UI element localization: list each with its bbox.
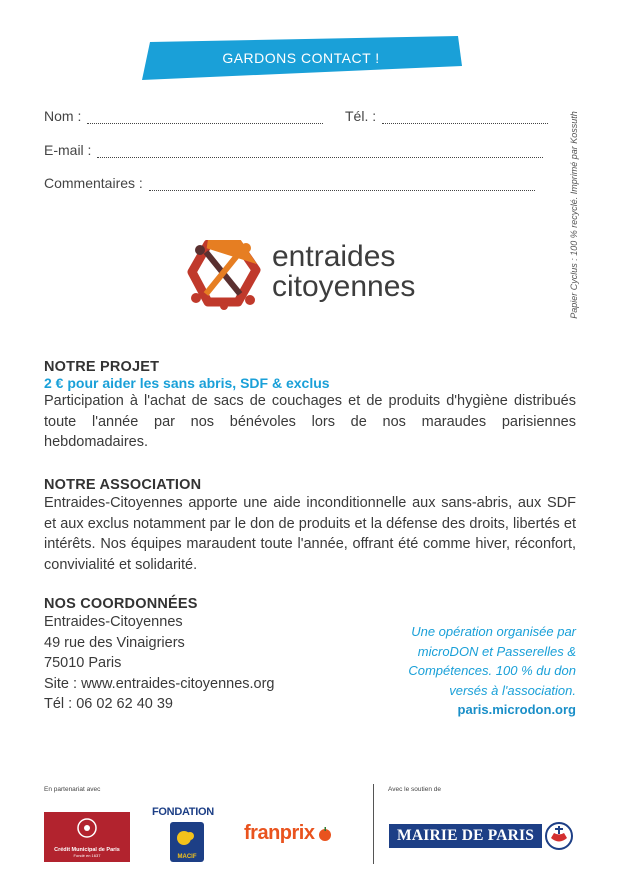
comments-label: Commentaires : [44,175,143,191]
projet-section [44,359,576,453]
credit-municipal-name: Crédit Municipal de Paris [54,847,120,853]
mairie-label: MAIRIE DE PARIS [389,824,542,848]
association-text: Entraides-Citoyennes apporte une aide inconditionnelle aux sans-abris, aux SDF et aux exclus notamment par le don de produits et la défense des droits, libertés et intérêts. Nos équipes maraudent toute l'année, offrant été comme hiver, réconfort, convivialité et solidarité. [44,495,576,573]
email-row [44,142,543,158]
credit-municipal-sub: Fondé en 1637 [73,853,101,858]
entraides-logo [186,240,436,310]
projet-heading: NOTRE PROJET [44,359,160,375]
credit-municipal-emblem [44,812,130,842]
paris-ship-icon [544,821,574,851]
coord-line: 49 rue des Vinaigriers [44,634,185,651]
phone-row [345,108,548,124]
email-field[interactable] [97,147,543,158]
macif-badge [170,822,204,862]
microdon-link[interactable]: paris.microdon.org [457,702,576,717]
coordonnees-heading: NOS COORDONNÉES [44,596,198,612]
coord-line: 75010 Paris [44,655,122,671]
phone-label: Tél. : [345,108,377,124]
comments-row [44,175,535,191]
paper-note: Papier Cyclus : 100 % recyclé. Imprimé par Kossuth [569,111,579,319]
credit-municipal-logo [44,812,130,862]
logo-text [272,242,415,302]
phone-number: Tél : 06 02 62 40 39 [44,696,173,712]
macif-emblem [170,822,204,850]
logo-line-1: entraides [272,240,396,273]
association-section [44,477,576,575]
projet-text: Participation à l'achat de sacs de couchages et de produits d'hygiène distribués toute l'année par nos bénévoles lors de nos maraudes parisiennes hebdomadaires. [44,393,576,450]
operation-line: microDON et Passerelles & [417,643,576,659]
name-row [44,108,323,124]
franprix-label: franprix [244,822,315,844]
projet-tagline: 2 € pour aider les sans abris, SDF & exclus [44,375,330,391]
support-label: Avec le soutien de [388,786,441,793]
operation-note [346,622,576,720]
operation-line: Compétences. 100 % du don [408,663,576,678]
mairie-de-paris-logo [389,818,579,854]
association-heading: NOTRE ASSOCIATION [44,477,202,493]
comments-field[interactable] [149,180,535,191]
email-label: E-mail : [44,142,92,158]
partners-label: En partenariat avec [44,786,101,793]
banner-title: GARDONS CONTACT ! [222,50,380,66]
contact-banner [140,36,462,80]
coord-line: Entraides-Citoyennes [44,614,183,630]
operation-line: versés à l'association. [449,682,576,698]
phone-field[interactable] [382,113,548,124]
name-label: Nom : [44,108,82,124]
fondation-macif-logo [152,806,226,864]
website-link[interactable]: Site : www.entraides-citoyennes.org [44,675,275,692]
macif-label: MACIF [177,854,197,860]
partners-divider [373,784,374,864]
coordonnees-section [44,596,344,715]
franprix-logo [244,822,333,845]
apple-icon [317,826,333,842]
operation-line: Une opération organisée par [411,624,576,639]
logo-line-2: citoyennes [272,270,416,303]
logo-icon [186,240,266,310]
name-field[interactable] [87,113,323,124]
fondation-label: FONDATION [152,806,214,818]
